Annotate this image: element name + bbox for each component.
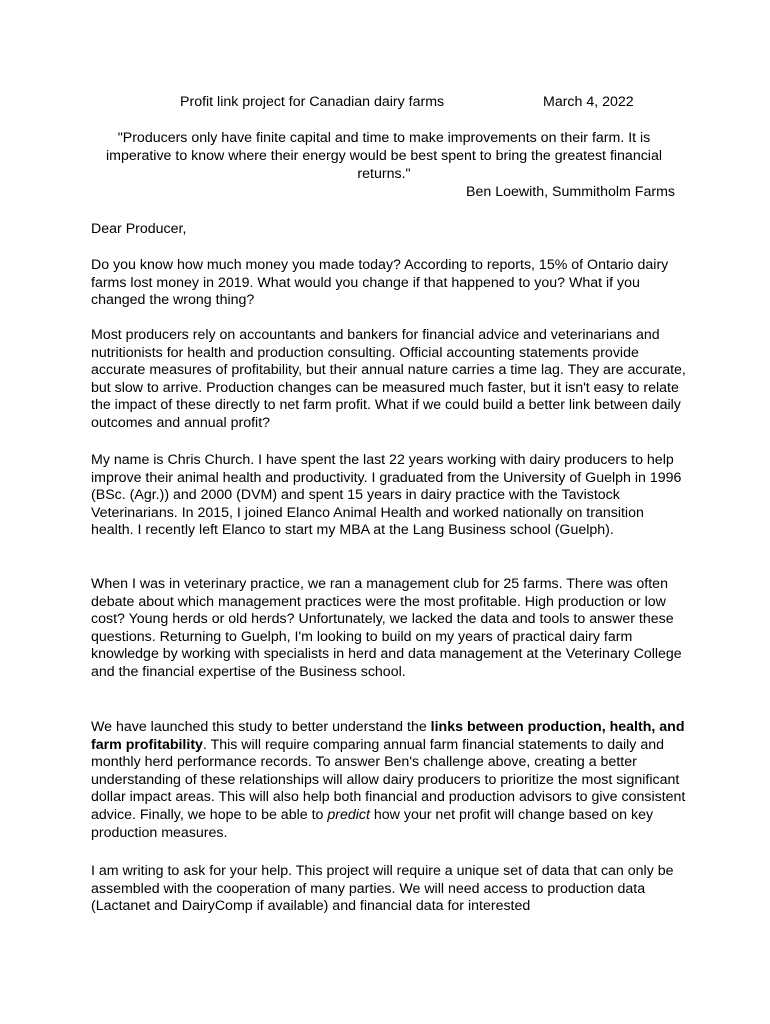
paragraph-request-help: I am writing to ask for your help. This project will require a unique set of data that can only be assembled with the cooperation of many parties. We will need access to production data (Lactanet and DairyComp if available) and financial data for interested <box>91 863 674 915</box>
producer-quote: "Producers only have finite capital and time to make improvements on their farm. It is imperative to know where their energy would be best spent to bring the greatest financial returns." <box>106 130 662 182</box>
paragraph-profit-question: Do you know how much money you made today? According to reports, 15% of Ontario dairy farms lost money in 2019. What would you change if that happened to you? What if you changed the wrong thing? <box>91 257 669 309</box>
letter-date: March 4, 2022 <box>543 94 634 110</box>
study-purpose-text-end: how your net profit will change based on key production measures. <box>91 806 654 841</box>
project-title: Profit link project for Canadian dairy farms <box>180 94 445 110</box>
study-focus-emphasis: links between production, health, and farm profitability <box>91 719 685 753</box>
study-purpose-text: We have launched this study to better understand the <box>91 719 431 735</box>
predict-emphasis: predict <box>327 806 370 823</box>
salutation: Dear Producer, <box>91 221 187 237</box>
letter-header <box>0 94 770 112</box>
paragraph-management-club: When I was in veterinary practice, we ran a management club for 25 farms. There was often debate about which management practices were the most profitable. High production or low cost? Young herds or old herds? Unfortunately, we lacked the data and tools to answer these questions. Returning to Guelph, I'm looking to build on my years of practical dairy farm knowledge by working with specialists in herd and data management at the Veterinary College and the financial expertise of the Business school. <box>91 576 682 680</box>
study-purpose-text-cont: . This will require comparing annual farm financial statements to daily and monthly herd performance records. To answer Ben's challenge above, creating a better understanding of these relationships will allow dairy producers to prioritize the most significant dollar impact areas. This will also help both financial and production advisors to give consistent advice. Finally, we hope to be able to <box>91 736 686 823</box>
quote-attribution: Ben Loewith, Summitholm Farms <box>466 184 675 200</box>
paragraph-study-purpose <box>91 719 686 842</box>
paragraph-introduction: My name is Chris Church. I have spent the last 22 years working with dairy producers to help improve their animal health and productivity. I graduated from the University of Guelph in 1996 (BSc. (Agr.)) and 2000 (DVM) and spent 15 years in dairy practice with the Tavistock Veterinarians. In 2015, I joined Elanco Animal Health and worked nationally on transition health. I recently left Elanco to start my MBA at the Lang Business school (Guelph). <box>91 452 682 539</box>
paragraph-advisors: Most producers rely on accountants and bankers for financial advice and veterinarians and nutritionists for health and production consulting. Official accounting statements provide accurate measures of profitability, but their annual nature carries a time lag. They are accurate, but slow to arrive. Production changes can be measured much faster, but it isn't easy to relate the impact of these directly to net farm profit. What if we could build a better link between daily outcomes and annual profit? <box>91 327 686 431</box>
